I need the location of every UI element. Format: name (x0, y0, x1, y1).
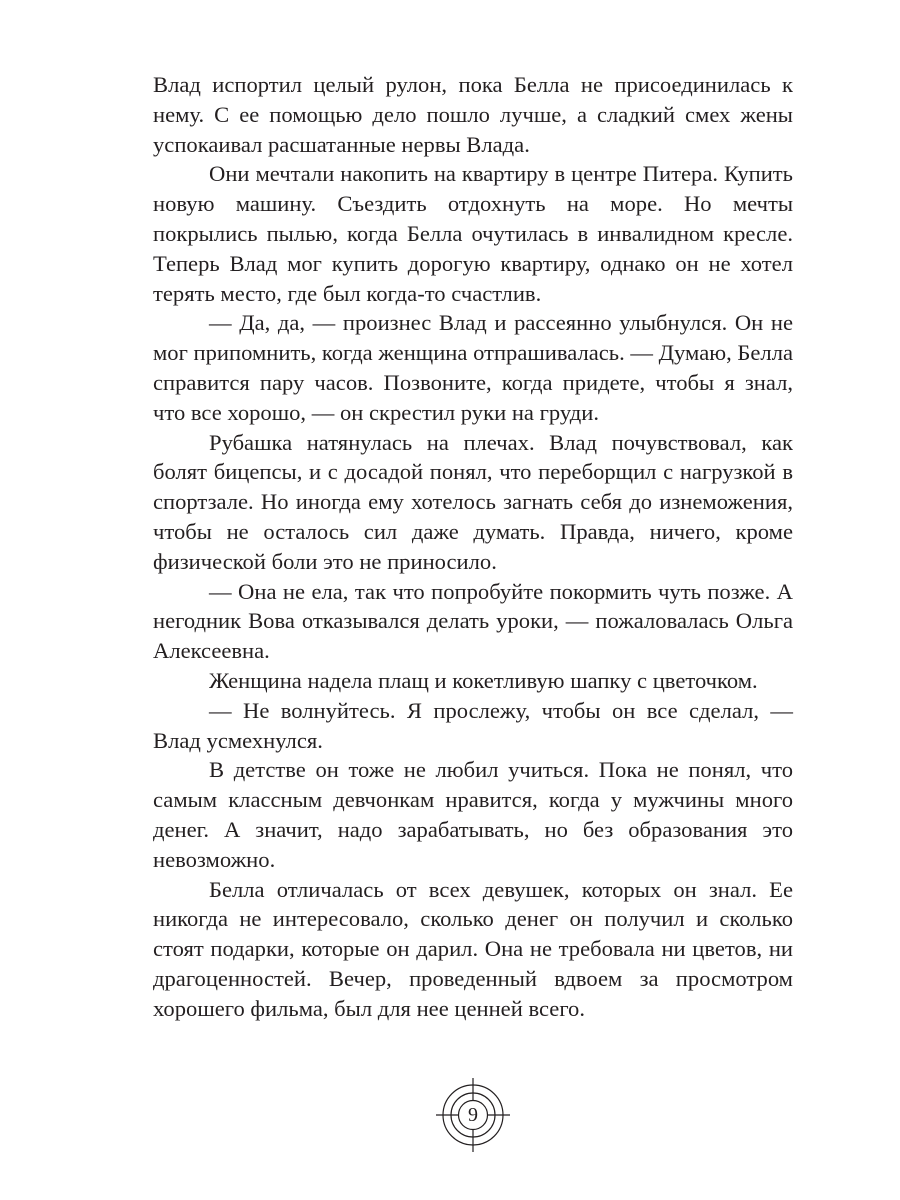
paragraph-3: — Да, да, — произнес Влад и рассеянно улыбнулся. Он не мог припомнить, когда женщина отпрашивалась. — Думаю, Белла справится пару часов. Позвоните, когда придете, чтобы я знал, что все хорошо, — он скрестил руки на груди. (153, 310, 793, 425)
paragraph-1: Влад испортил целый рулон, пока Белла не присоединилась к нему. С ее помощью дело пошло лучше, а сладкий смех жены успокаивал расшатанные нервы Влада. (153, 72, 793, 157)
paragraph-4: Рубашка натянулась на плечах. Влад почувствовал, как болят бицепсы, и с досадой понял, что переборщил с нагрузкой в спортзале. Но иногда ему хотелось загнать себя до изнеможения, чтобы не осталось сил даже думать. Правда, ничего, кроме физической боли это не приносило. (153, 429, 793, 574)
paragraph-6: Женщина надела плащ и кокетливую шапку с цветочком. (209, 667, 758, 693)
paragraph-7: — Не волнуйтесь. Я прослежу, чтобы он все сделал, — Влад усмехнулся. (153, 697, 793, 753)
page-number-ornament (433, 1075, 513, 1155)
paragraph-5: — Она не ела, так что попробуйте покормить чуть позже. А негодник Вова отказывался делать уроки, — пожаловалась Ольга Алексеевна. (153, 578, 793, 664)
page-number: 9 (468, 1104, 478, 1126)
paragraph-2: Они мечтали накопить на квартиру в центре Питера. Купить новую машину. Съездить отдохнуть на море. Но мечты покрылись пылью, когда Белла очутилась в инвалидном кресле. Теперь Влад мог купить дорогую квартиру, однако он не хотел терять место, где был когда-то счастлив. (153, 161, 793, 306)
body-text (153, 70, 793, 1024)
paragraph-8: В детстве он тоже не любил учиться. Пока не понял, что самым классным девчонкам нравится, когда у мужчины много денег. А значит, надо зарабатывать, но без образования это невозможно. (153, 757, 793, 872)
paragraph-9: Белла отличалась от всех девушек, которых он знал. Ее никогда не интересовало, сколько денег он получил и сколько стоят подарки, которые он дарил. Она не требовала ни цветов, ни драгоценностей. Вечер, проведенный вдвоем за просмотром хорошего фильма, был для нее ценней всего. (153, 876, 793, 1021)
